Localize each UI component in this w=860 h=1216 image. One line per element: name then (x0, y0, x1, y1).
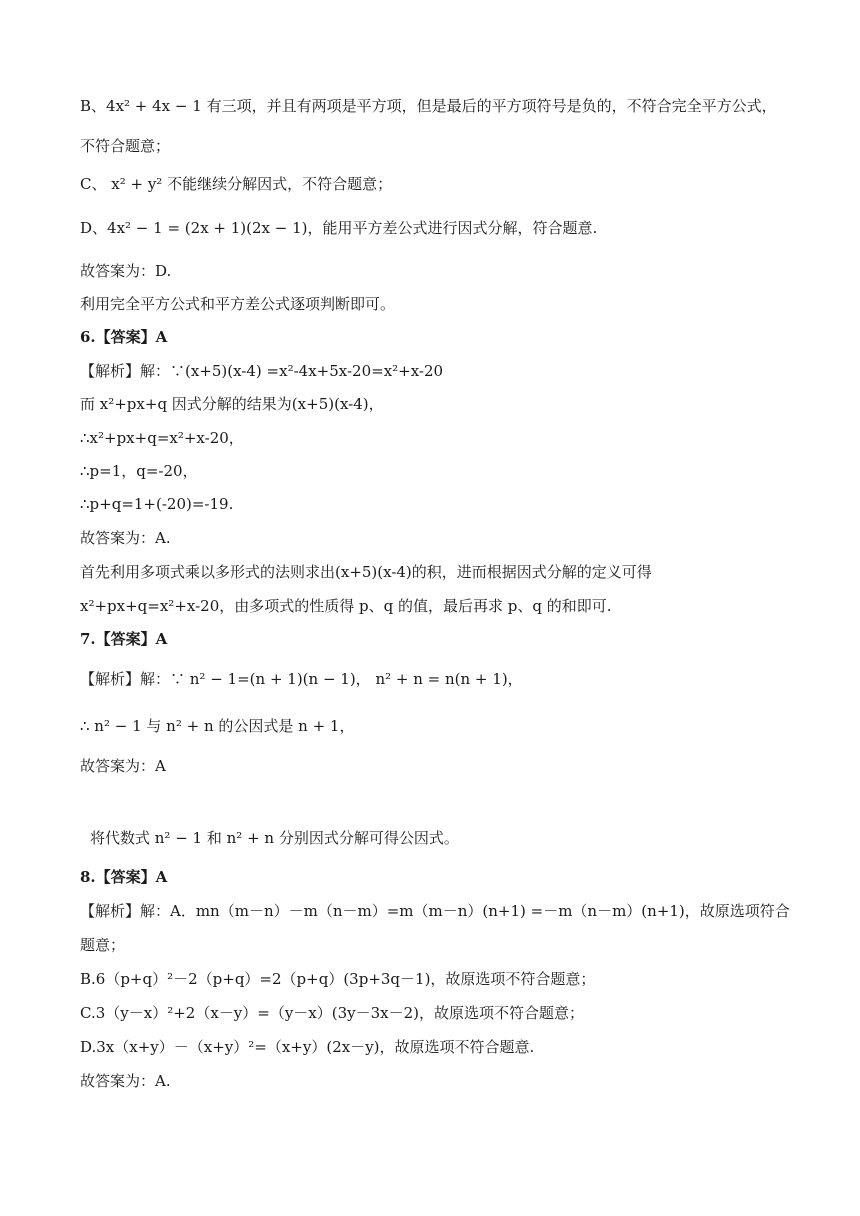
question-answer-heading: 7.【答案】A (80, 630, 168, 648)
text-line: C、 x² + y² 不能继续分解因式，不符合题意； (80, 175, 393, 193)
text-line: x²+px+q=x²+x-20，由多项式的性质得 p、q 的值，最后再求 p、q 的和即可. (80, 597, 612, 615)
text-line: 不符合题意； (80, 137, 171, 155)
text-line: B.6（p+q）²－2（p+q）=2（p+q）(3p+3q－1)，故原选项不符合题意； (80, 970, 596, 988)
text-line: D、4x² − 1 = (2x + 1)(2x − 1)，能用平方差公式进行因式分解，符合题意. (80, 219, 598, 237)
text-line: 故答案为：A. (80, 1072, 171, 1090)
text-line: 故答案为：A (80, 757, 166, 775)
question-answer-heading: 8.【答案】A (80, 868, 168, 886)
text-line: 【解析】解：∵(x+5)(x-4) =x²-4x+5x-20=x²+x-20 (80, 362, 444, 380)
text-line: 首先利用多项式乘以多形式的法则求出(x+5)(x-4)的积，进而根据因式分解的定义可得 (80, 563, 652, 581)
text-line: ∴p=1，q=-20， (80, 462, 198, 480)
text-line: B、4x² + 4x − 1 有三项，并且有两项是平方项，但是最后的平方项符号是负的，不符合完全平方公式， (80, 97, 777, 115)
text-line: 利用完全平方公式和平方差公式逐项判断即可。 (80, 295, 396, 313)
text-line: ∴ n² − 1 与 n² + n 的公因式是 n + 1， (80, 717, 355, 735)
text-line: 题意； (80, 936, 126, 954)
text-line: C.3（y－x）²+2（x－y）=（y－x）(3y－3x－2)，故原选项不符合题意； (80, 1004, 585, 1022)
text-line: ∴x²+px+q=x²+x-20， (80, 429, 244, 447)
text-line: 将代数式 n² − 1 和 n² + n 分别因式分解可得公因式。 (90, 829, 459, 847)
text-line: D.3x（x+y）－（x+y）²=（x+y）(2x－y)，故原选项不符合题意. (80, 1038, 535, 1056)
text-line: 【解析】解：∵ n² − 1=(n + 1)(n − 1)， n² + n = n(n + 1)， (80, 670, 523, 688)
question-answer-heading: 6.【答案】A (80, 328, 168, 346)
text-line: ∴p+q=1+(-20)=-19. (80, 495, 234, 513)
text-line: 而 x²+px+q 因式分解的结果为(x+5)(x-4)， (80, 395, 384, 413)
text-line: 故答案为：D. (80, 262, 172, 280)
text-line: 【解析】解：A．mn（m－n）－m（n－m）=m（m－n）(n+1) =－m（n－m）(n+1)，故原选项符合 (80, 902, 790, 920)
text-line: 故答案为：A. (80, 529, 171, 547)
